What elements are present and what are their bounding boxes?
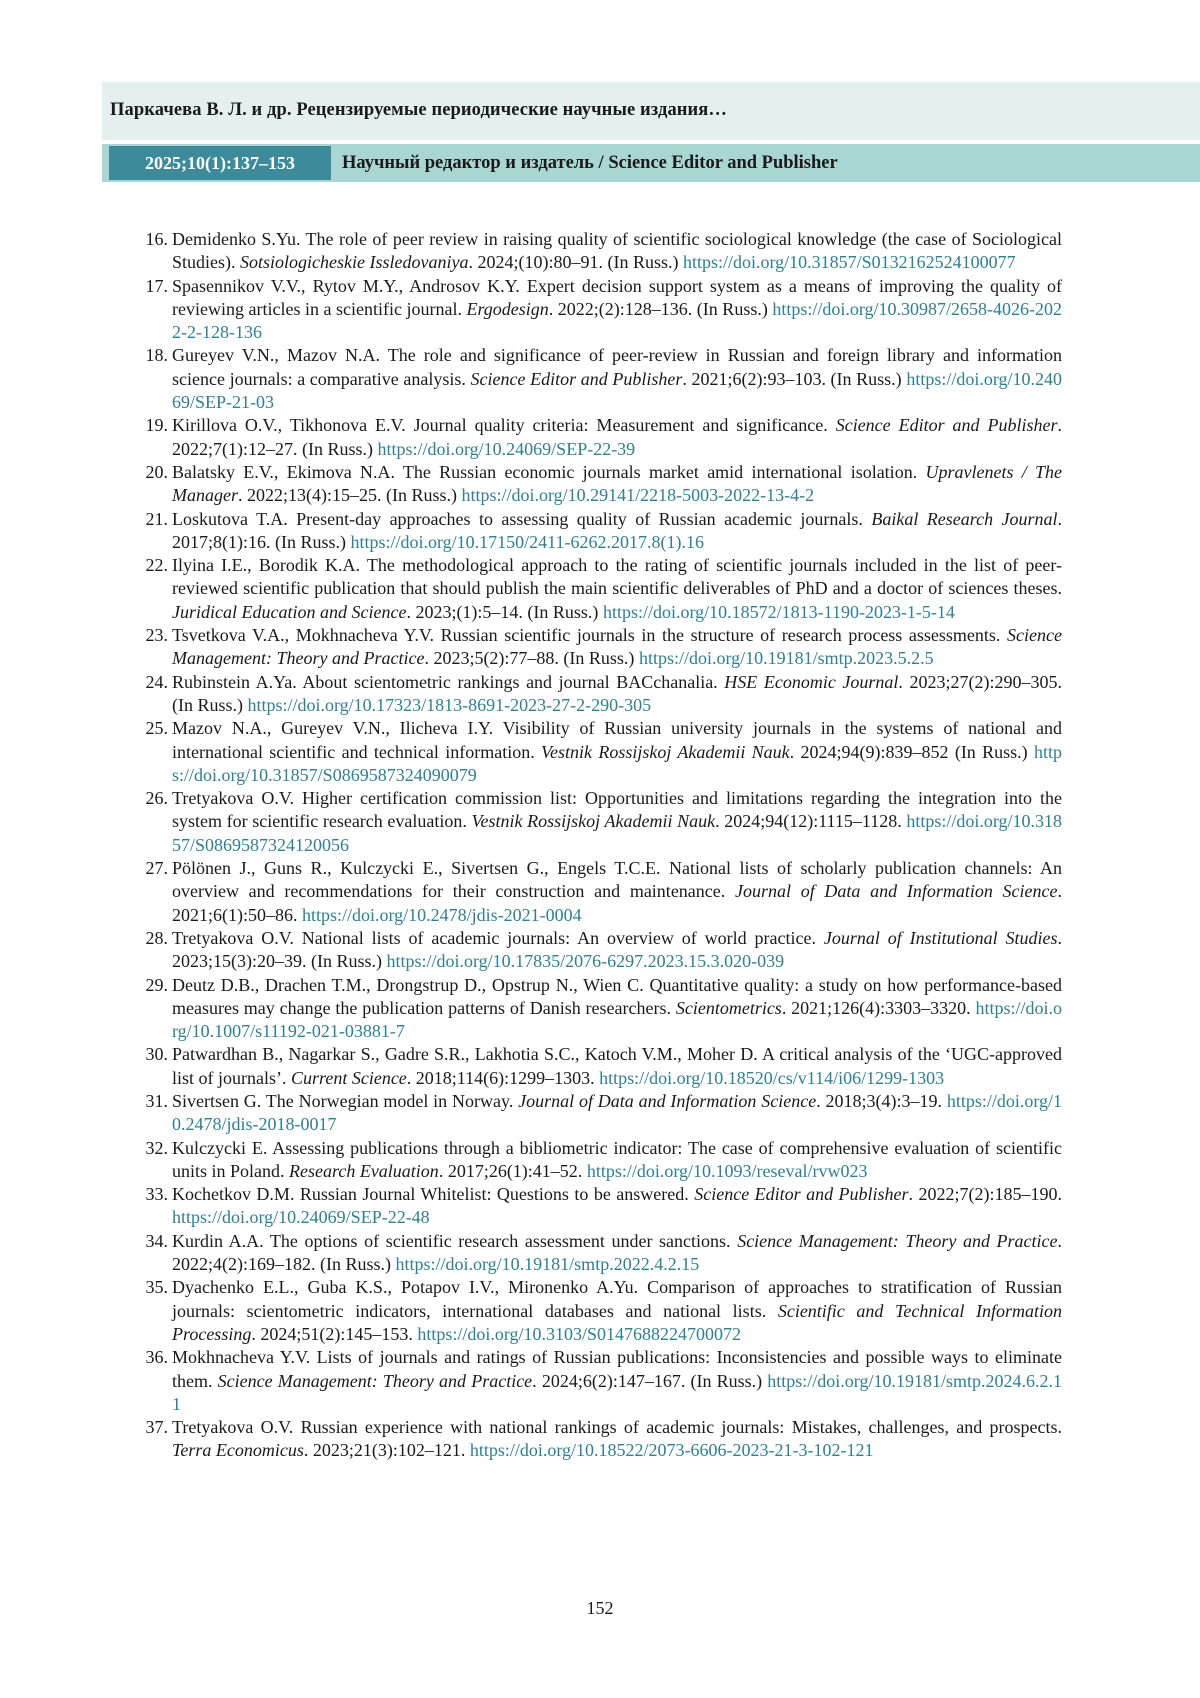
reference-doi-link[interactable]: https://doi.org/10.17150/2411-6262.2017.8(1).16 — [351, 532, 705, 552]
reference-source: Current Science — [291, 1068, 407, 1088]
reference-doi-link[interactable]: https://doi.org/10.18520/cs/v114/i06/1299-1303 — [599, 1068, 944, 1088]
running-header — [102, 82, 1200, 140]
journal-title: Научный редактор и издатель / Science Editor and Publisher — [342, 144, 838, 182]
reference-source: Research Evaluation — [289, 1161, 439, 1181]
reference-item — [172, 508, 1062, 555]
reference-authors-title: Pölönen J., Guns R., Kulczycki E., Sivertsen G., Engels T.C.E. National lists of scholarly publication channels: An overview and recommendations for their construction and maintenance. — [172, 858, 1062, 901]
reference-doi-link[interactable]: https://doi.org/10.18572/1813-1190-2023-1-5-14 — [603, 602, 955, 622]
reference-details: . 2021;6(2):93–103. (In Russ.) — [682, 369, 901, 389]
reference-doi-link[interactable]: https://doi.org/10.19181/smtp.2022.4.2.15 — [396, 1254, 700, 1274]
reference-number: 23. — [136, 624, 168, 647]
reference-item — [172, 1276, 1062, 1346]
reference-doi-link[interactable]: https://doi.org/10.31857/S0869587324120056 — [172, 811, 1062, 854]
reference-details: . 2024;94(12):1115–1128. — [715, 811, 902, 831]
reference-source: Science Editor and Publisher — [694, 1184, 908, 1204]
reference-details: . 2022;(2):128–136. (In Russ.) — [549, 299, 768, 319]
reference-authors-title: Sivertsen G. The Norwegian model in Norway. — [172, 1091, 513, 1111]
reference-source: HSE Economic Journal — [724, 672, 898, 692]
reference-source: Journal of Data and Information Science — [735, 881, 1058, 901]
reference-doi-link[interactable]: https://doi.org/10.3103/S0147688224700072 — [417, 1324, 741, 1344]
reference-number: 33. — [136, 1183, 168, 1206]
reference-details: . 2021;126(4):3303–3320. — [782, 998, 971, 1018]
reference-details: . 2023;(1):5–14. (In Russ.) — [406, 602, 598, 622]
reference-details: . 2017;8(1):16. (In Russ.) — [172, 509, 1062, 552]
reference-doi-link[interactable]: https://doi.org/10.17835/2076-6297.2023.15.3.020-039 — [387, 951, 785, 971]
reference-source: Science Management: Theory and Practice — [737, 1231, 1057, 1251]
reference-authors-title: Gureyev V.N., Mazov N.A. The role and significance of peer-review in Russian and foreign library and information science journals: a comparative analysis. — [172, 345, 1062, 388]
reference-item — [172, 1090, 1062, 1137]
reference-item — [172, 461, 1062, 508]
reference-details: . 2018;3(4):3–19. — [816, 1091, 942, 1111]
reference-source: Journal of Data and Information Science — [518, 1091, 816, 1111]
reference-source: Journal of Institutional Studies — [824, 928, 1058, 948]
reference-authors-title: Kirillova O.V., Tikhonova E.V. Journal quality criteria: Measurement and significance. — [172, 415, 828, 435]
reference-doi-link[interactable]: https://doi.org/10.31857/S0132162524100077 — [683, 252, 1016, 272]
reference-item — [172, 624, 1062, 671]
reference-item — [172, 275, 1062, 345]
reference-source: Scientometrics — [676, 998, 782, 1018]
reference-doi-link[interactable]: https://doi.org/10.19181/smtp.2023.5.2.5 — [639, 648, 934, 668]
reference-authors-title: Balatsky E.V., Ekimova N.A. The Russian economic journals market amid international isolation. — [172, 462, 917, 482]
reference-item — [172, 344, 1062, 414]
reference-source: Ergodesign — [466, 299, 548, 319]
reference-doi-link[interactable]: https://doi.org/10.18522/2073-6606-2023-21-3-102-121 — [470, 1440, 874, 1460]
reference-number: 18. — [136, 344, 168, 367]
reference-source: Juridical Education and Science — [172, 602, 406, 622]
reference-authors-title: Spasennikov V.V., Rytov M.Y., Androsov K.Y. Expert decision support system as a means of improving the quality of reviewing articles in a scientific journal. — [172, 276, 1062, 319]
reference-details: . 2023;15(3):20–39. (In Russ.) — [172, 928, 1062, 971]
reference-source: Science Editor and Publisher — [836, 415, 1058, 435]
reference-item — [172, 554, 1062, 624]
reference-authors-title: Kulczycki E. Assessing publications through a bibliometric indicator: The case of comprehensive evaluation of scientific units in Poland. — [172, 1138, 1062, 1181]
reference-doi-link[interactable]: https://doi.org/10.17323/1813-8691-2023-27-2-290-305 — [248, 695, 652, 715]
reference-item — [172, 857, 1062, 927]
reference-number: 17. — [136, 275, 168, 298]
reference-number: 21. — [136, 508, 168, 531]
reference-source: Terra Economicus — [172, 1440, 304, 1460]
reference-number: 37. — [136, 1416, 168, 1439]
reference-authors-title: Deutz D.B., Drachen T.M., Drongstrup D., Opstrup N., Wien C. Quantitative quality: a study on how performance-based measures may change the publication patterns of Danish researchers. — [172, 975, 1062, 1018]
page-number: 152 — [0, 1598, 1200, 1619]
reference-item — [172, 717, 1062, 787]
reference-item — [172, 228, 1062, 275]
reference-number: 20. — [136, 461, 168, 484]
reference-authors-title: Tsvetkova V.A., Mokhnacheva Y.V. Russian scientific journals in the structure of research process assessments. — [172, 625, 1000, 645]
reference-details: . 2022;4(2):169–182. (In Russ.) — [172, 1231, 1062, 1274]
reference-source: Vestnik Rossijskoj Akademii Nauk — [541, 742, 790, 762]
reference-doi-link[interactable]: https://doi.org/10.29141/2218-5003-2022-13-4-2 — [462, 485, 815, 505]
reference-doi-link[interactable]: https://doi.org/10.19181/smtp.2024.6.2.11 — [172, 1371, 1062, 1414]
reference-number: 34. — [136, 1230, 168, 1253]
reference-authors-title: Tretyakova O.V. Higher certification commission list: Opportunities and limitations regarding the integration into the system for scientific research evaluation. — [172, 788, 1062, 831]
reference-item — [172, 1043, 1062, 1090]
reference-authors-title: Mokhnacheva Y.V. Lists of journals and ratings of Russian publications: Inconsistencies and possible ways to eliminate them. — [172, 1347, 1062, 1390]
reference-source: Baikal Research Journal — [871, 509, 1057, 529]
journal-header-bar — [102, 144, 1200, 182]
reference-source: Science Editor and Publisher — [471, 369, 683, 389]
reference-details: . 2022;7(1):12–27. (In Russ.) — [172, 415, 1062, 458]
reference-authors-title: Kochetkov D.M. Russian Journal Whitelist: Questions to be answered. — [172, 1184, 689, 1204]
reference-details: . 2022;7(2):185–190. — [909, 1184, 1062, 1204]
reference-item — [172, 1137, 1062, 1184]
reference-details: . 2024;(10):80–91. (In Russ.) — [468, 252, 678, 272]
reference-number: 36. — [136, 1346, 168, 1369]
reference-source: Vestnik Rossijskoj Akademii Nauk — [472, 811, 716, 831]
reference-details: . 2018;114(6):1299–1303. — [407, 1068, 595, 1088]
reference-number: 27. — [136, 857, 168, 880]
reference-source: Sotsiologicheskie Issledovaniya — [240, 252, 468, 272]
reference-doi-link[interactable]: https://doi.org/10.1093/reseval/rvw023 — [587, 1161, 868, 1181]
reference-doi-link[interactable]: https://doi.org/10.24069/SEP-21-03 — [172, 369, 1062, 412]
reference-number: 35. — [136, 1276, 168, 1299]
reference-source: Science Management: Theory and Practice — [218, 1371, 533, 1391]
reference-item — [172, 927, 1062, 974]
reference-details: . 2021;6(1):50–86. — [172, 881, 1062, 924]
reference-details: . 2023;5(2):77–88. (In Russ.) — [424, 648, 634, 668]
reference-item — [172, 974, 1062, 1044]
reference-doi-link[interactable]: https://doi.org/10.30987/2658-4026-2022-2-128-136 — [172, 299, 1062, 342]
reference-doi-link[interactable]: https://doi.org/10.2478/jdis-2021-0004 — [302, 905, 582, 925]
reference-item — [172, 1346, 1062, 1416]
reference-details: . 2017;26(1):41–52. — [439, 1161, 583, 1181]
reference-item — [172, 1183, 1062, 1230]
reference-authors-title: Demidenko S.Yu. The role of peer review in raising quality of scientific sociological knowledge (the case of Sociological Studies). — [172, 229, 1062, 272]
reference-source: Upravlenets / The Manager — [172, 462, 1062, 505]
reference-details: . 2023;27(2):290–305. (In Russ.) — [172, 672, 1062, 715]
reference-authors-title: Tretyakova O.V. National lists of academic journals: An overview of world practice. — [172, 928, 816, 948]
reference-number: 25. — [136, 717, 168, 740]
reference-number: 29. — [136, 974, 168, 997]
reference-authors-title: Tretyakova O.V. Russian experience with national rankings of academic journals: Mistakes, challenges, and prospects. — [172, 1417, 1062, 1437]
reference-doi-link[interactable]: https://doi.org/10.1007/s11192-021-03881-7 — [172, 998, 1062, 1041]
reference-number: 32. — [136, 1137, 168, 1160]
reference-authors-title: Patwardhan B., Nagarkar S., Gadre S.R., Lakhotia S.C., Katoch V.M., Moher D. A critical analysis of the ‘UGC-approved list of journals’. — [172, 1044, 1062, 1087]
reference-authors-title: Kurdin A.A. The options of scientific research assessment under sanctions. — [172, 1231, 731, 1251]
reference-number: 28. — [136, 927, 168, 950]
reference-list — [172, 228, 1062, 1463]
reference-details: . 2023;21(3):102–121. — [304, 1440, 466, 1460]
reference-doi-link[interactable]: https://doi.org/10.24069/SEP-22-39 — [378, 439, 636, 459]
reference-details: . 2024;6(2):147–167. (In Russ.) — [532, 1371, 762, 1391]
reference-number: 30. — [136, 1043, 168, 1066]
reference-item — [172, 671, 1062, 718]
reference-details: . 2022;13(4):15–25. (In Russ.) — [238, 485, 457, 505]
reference-number: 26. — [136, 787, 168, 810]
reference-details: . 2024;94(9):839–852 (In Russ.) — [790, 742, 1028, 762]
reference-authors-title: Ilyina I.E., Borodik K.A. The methodological approach to the rating of scientific journals included in the list of peer-reviewed scientific publication that should publish the main scientific deliverables of PhD and a doctor of sciences theses. — [172, 555, 1062, 598]
reference-item — [172, 1230, 1062, 1277]
issue-badge: 2025;10(1):137–153 — [109, 146, 331, 180]
running-title: Паркачева В. Л. и др. Рецензируемые периодические научные издания… — [110, 100, 727, 121]
reference-details: . 2024;51(2):145–153. — [251, 1324, 413, 1344]
reference-doi-link[interactable]: https://doi.org/10.2478/jdis-2018-0017 — [172, 1091, 1062, 1134]
reference-authors-title: Mazov N.A., Gureyev V.N., Ilicheva I.Y. Visibility of Russian university journals in the systems of national and international scientific and technical information. — [172, 718, 1062, 761]
reference-authors-title: Loskutova T.A. Present-day approaches to assessing quality of Russian academic journals. — [172, 509, 863, 529]
reference-source: Science Management: Theory and Practice — [172, 625, 1062, 668]
reference-doi-link[interactable]: https://doi.org/10.31857/S0869587324090079 — [172, 742, 1062, 785]
reference-doi-link[interactable]: https://doi.org/10.24069/SEP-22-48 — [172, 1207, 430, 1227]
reference-authors-title: Rubinstein A.Ya. About scientometric rankings and journal BACchanalia. — [172, 672, 718, 692]
reference-source: Scientific and Technical Information Processing — [172, 1301, 1062, 1344]
reference-item — [172, 787, 1062, 857]
reference-item — [172, 414, 1062, 461]
reference-number: 22. — [136, 554, 168, 577]
reference-number: 19. — [136, 414, 168, 437]
reference-number: 24. — [136, 671, 168, 694]
reference-number: 16. — [136, 228, 168, 251]
reference-authors-title: Dyachenko E.L., Guba K.S., Potapov I.V., Mironenko A.Yu. Comparison of approaches to stratification of Russian journals: scientometric indicators, international databases and national lists. — [172, 1277, 1062, 1320]
reference-number: 31. — [136, 1090, 168, 1113]
reference-item — [172, 1416, 1062, 1463]
